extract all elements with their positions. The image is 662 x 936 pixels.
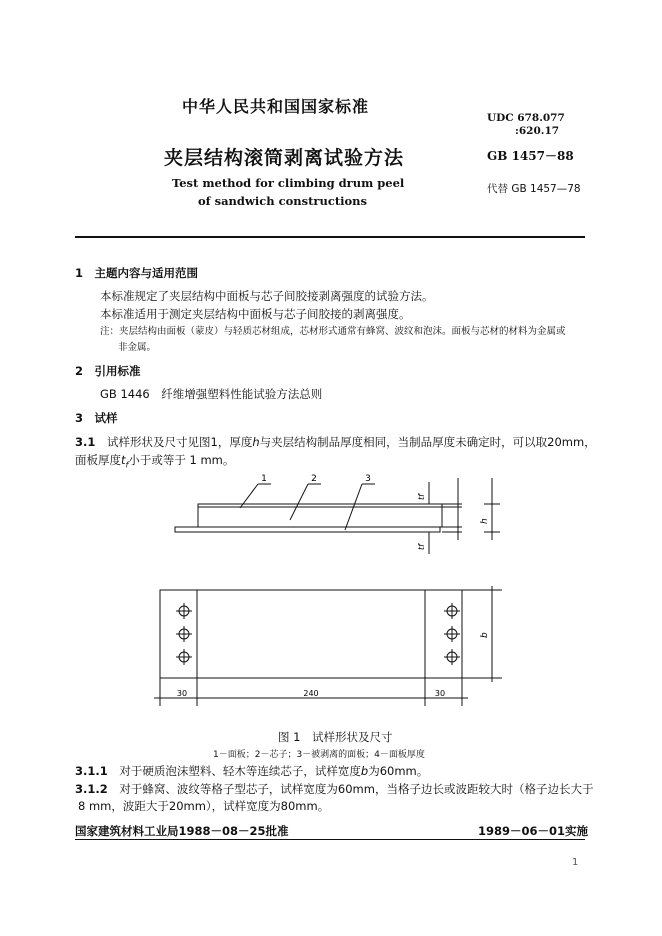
dim-h: h bbox=[480, 518, 490, 524]
approval-line: 国家建筑材料工业局1988－08－25批准 bbox=[75, 824, 289, 838]
section-1-para-2: 本标准适用于测定夹层结构中面板与芯子间胶接的剥离强度。 bbox=[100, 307, 411, 321]
section-3-1-line1 bbox=[75, 434, 596, 450]
callout-2: 2 bbox=[311, 474, 317, 484]
title-english-line2: of sandwich constructions bbox=[198, 194, 368, 208]
figure-caption: 图 1 试样形状及尺寸 bbox=[278, 730, 393, 744]
specimen-plan-view bbox=[160, 590, 462, 678]
section-1-note-line1: 注：夹层结构由面板（蒙皮）与轻质芯材组成，芯材形式通常有蜂窝、波纹和泡沫。面板与芯材的材料为金属或 bbox=[100, 326, 566, 337]
dim-tf-bottom: tf bbox=[417, 544, 426, 550]
dim-b: b bbox=[480, 632, 490, 638]
dim-mid: 240 bbox=[303, 689, 319, 698]
title-english-line1: Test method for climbing drum peel bbox=[172, 176, 405, 190]
header-rule bbox=[75, 236, 585, 238]
section-3-1-text-d: 小于或等于 1 mm。 bbox=[128, 453, 235, 467]
section-1-note-line2: 非金属。 bbox=[118, 342, 157, 353]
section-3-1-2-line1 bbox=[75, 781, 593, 797]
section-3-1-line2 bbox=[75, 452, 234, 469]
callout-1: 1 bbox=[261, 474, 267, 484]
standard-class: 中华人民共和国国家标准 bbox=[182, 97, 370, 116]
var-h: h bbox=[252, 435, 260, 449]
var-t: t bbox=[121, 453, 126, 467]
callout-3: 3 bbox=[365, 474, 371, 484]
footer-rule bbox=[75, 839, 585, 840]
udc-number-sub: :620.17 bbox=[515, 125, 560, 137]
replaces-standard: 代替 GB 1457—78 bbox=[487, 183, 581, 195]
section-1-para-1: 本标准规定了夹层结构中面板与芯子间胶接剥离强度的试验方法。 bbox=[100, 289, 434, 303]
var-f-subscript: f bbox=[125, 460, 129, 470]
section-3-1-text-a: 试样形状及尺寸见图1，厚度 bbox=[107, 435, 253, 449]
section-3-1-2-text-a: 对于蜂窝、波纹等格子型芯子，试样宽度为60mm，当格子边长或波距较大时（格子边长大于 bbox=[119, 782, 594, 796]
page-number: 1 bbox=[572, 857, 579, 868]
figure-legend: 1－面板；2－芯子；3－被剥离的面板；4－面板厚度 bbox=[213, 750, 425, 760]
dim-tf-top: tf bbox=[417, 494, 426, 500]
hole-icon-group bbox=[176, 603, 460, 665]
dim-right: 30 bbox=[434, 689, 446, 698]
section-3-1-1-number: 3.1.1 bbox=[75, 764, 108, 778]
core bbox=[198, 507, 442, 527]
top-face-sheet bbox=[198, 504, 442, 507]
section-1-title: 1 主题内容与适用范围 bbox=[75, 266, 199, 280]
effective-date: 1989－06－01实施 bbox=[478, 824, 589, 838]
section-3-1-2-line2: 8 mm，波距大于20mm），试样宽度为80mm。 bbox=[78, 799, 330, 813]
bottom-face-sheet bbox=[175, 527, 440, 532]
section-3-1-1-text-a: 对于硬质泡沫塑料、轻木等连续芯子，试样宽度 bbox=[119, 764, 361, 778]
document-title: 夹层结构滚筒剥离试验方法 bbox=[164, 147, 405, 169]
dim-left: 30 bbox=[176, 689, 188, 698]
section-3-1-text-b: 与夹层结构制品厚度相同，当制品厚度未确定时，可以取20mm， bbox=[259, 435, 596, 449]
udc-number: UDC 678.077 bbox=[487, 112, 565, 124]
section-3-1-text-c: 面板厚度 bbox=[75, 453, 121, 467]
section-3-1-number: 3.1 bbox=[75, 435, 96, 449]
gb-number: GB 1457－88 bbox=[487, 149, 574, 163]
section-2-title: 2 引用标准 bbox=[75, 364, 141, 378]
section-3-1-1-text-b: 为60mm。 bbox=[368, 764, 429, 778]
section-2-reference: GB 1446 纤维增强塑料性能试验方法总则 bbox=[100, 387, 323, 401]
section-3-1-2-number: 3.1.2 bbox=[75, 782, 108, 796]
section-3-title: 3 试样 bbox=[75, 411, 118, 425]
var-b: b bbox=[360, 764, 369, 778]
figure-1 bbox=[140, 468, 520, 708]
section-3-1-1 bbox=[75, 763, 428, 779]
